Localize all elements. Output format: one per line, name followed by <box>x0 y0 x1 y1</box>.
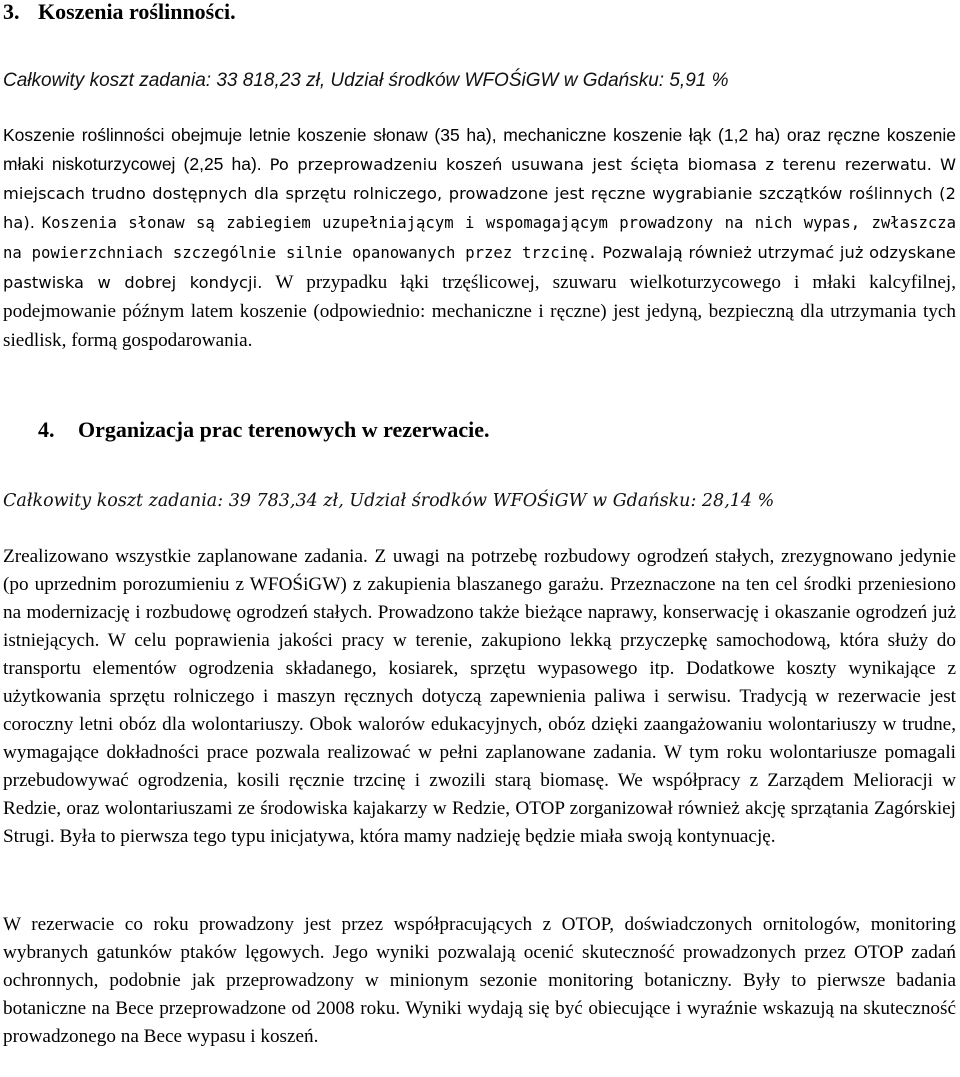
section-3-cost-line <box>3 69 729 93</box>
share-unit: % <box>757 491 775 511</box>
section-4-heading <box>38 418 490 442</box>
share-value: 28,14 <box>701 491 753 511</box>
section-4-title: Organizacja prac terenowych w rezerwacie. <box>78 417 490 442</box>
section-4-number: 4. <box>38 417 55 442</box>
share-unit: % <box>711 70 729 91</box>
section-3-title: Koszenia roślinności. <box>38 0 236 24</box>
cost-label: Całkowity koszt zadania: <box>3 491 224 511</box>
share-label: , Udział środków WFOŚiGW w Gdańsku: <box>319 70 665 91</box>
share-label: , Udział środków WFOŚiGW w Gdańsku: <box>338 491 697 511</box>
sentence: Koszenie roślinności obejmuje letnie koszenie słonaw (35 ha), mechaniczne koszenie łąk (1,2 ha) oraz ręczne koszenie młaki niskoturzycowej (2,25 ha). <box>3 125 956 174</box>
cost-value: 39 783,34 zł <box>228 491 339 511</box>
share-value: 5,91 <box>669 70 707 91</box>
cost-label: Całkowity koszt zadania: <box>3 70 212 91</box>
sentence: W miejscach trudno dostępnych dla sprzętu rolniczego, prowadzone jest ręczne wygrabianie szczątków roślinnych (2 ha). <box>3 155 957 232</box>
section-3-heading <box>3 0 236 24</box>
sentence: W przypadku łąki trzęślicowej, szuwaru wielkoturzycowego i młaki kalcyfilnej, podejmowanie późnym latem koszenie (odpowiednio: mechaniczne i ręczne) jest jedyną, bezpieczną dla utrzymania tych siedlisk, formą gospodarowania. <box>3 272 957 351</box>
section-4-cost-line <box>3 489 774 513</box>
section-4-paragraph-2: W rezerwacie co roku prowadzony jest przez współpracujących z OTOP, doświadczonych ornitologów, monitoring wybranych gatunków ptaków lęgowych. Jego wyniki pozwalają ocenić skuteczność prowadzonych przez OTOP zadań ochronnych, podobnie jak przeprowadzony w minionym sezonie monitoring botaniczny. Były to pierwsze badania botaniczne na Bece przeprowadzone od 2008 roku. Wyniki wydają się być obiecujące i wyraźnie wskazują na skuteczność prowadzonego na Bece wypasu i koszeń. <box>3 914 956 1047</box>
cost-value: 33 818,23 zł <box>216 70 320 91</box>
section-3-paragraph <box>3 121 956 355</box>
section-4-paragraph-1: Zrealizowano wszystkie zaplanowane zadania. Z uwagi na potrzebę rozbudowy ogrodzeń stałych, zrezygnowano jedynie (po uprzednim porozumieniu z WFOŚiGW) z zakupienia blaszanego garażu. Przeznaczone na ten cel środki przeniesiono na modernizację i rozbudowę ogrodzeń stałych. Prowadzono także bieżące naprawy, konserwację i okaszanie ogrodzeń już istniejących. W celu poprawienia jakości pracy w terenie, zakupiono lekką przyczepkę samochodową, która służy do transportu elementów ogrodzenia składanego, kosiarek, sprzętu wypasowego itp. Dodatkowe koszty wynikające z użytkowania sprzętu rolniczego i maszyn ręcznych dotyczą zapewnienia paliwa i serwisu. Tradycją w rezerwacie jest coroczny letni obóz dla wolontariuszy. Obok walorów edukacyjnych, obóz dzięki zaangażowaniu wolontariuszy w trudne, wymagające dokładności prace pozwala realizować w pełni zaplanowane zadania. W tym roku wolontariusze pomagali przebudowywać ogrodzenia, kosili ręcznie trzcinę i zwozili starą biomasę. We współpracy z Zarządem Melioracji w Redzie, oraz wolontariuszami ze środowiska kajakarzy w Redzie, OTOP zorganizował również akcję sprzątania Zagórskiej Strugi. Była to pierwsza tego typu inicjatywa, która mamy nadzieję będzie miała swoją kontynuację. <box>3 546 956 847</box>
sentence: Po przeprowadzeniu koszeń usuwana jest ścięta biomasa z terenu rezerwatu. <box>269 155 933 174</box>
section-3-number: 3. <box>3 0 20 24</box>
sentence: Koszenia słonaw są zabiegiem uzupełniającym i wspomagającym prowadzony na nich wypas, zwłaszcza na powierzchniach szczególnie silnie opanowanych przez trzcinę. <box>3 214 957 262</box>
sentence: Pozwalają również utrzymać już odzyskane pastwiska w dobrej kondycji. <box>3 243 956 292</box>
